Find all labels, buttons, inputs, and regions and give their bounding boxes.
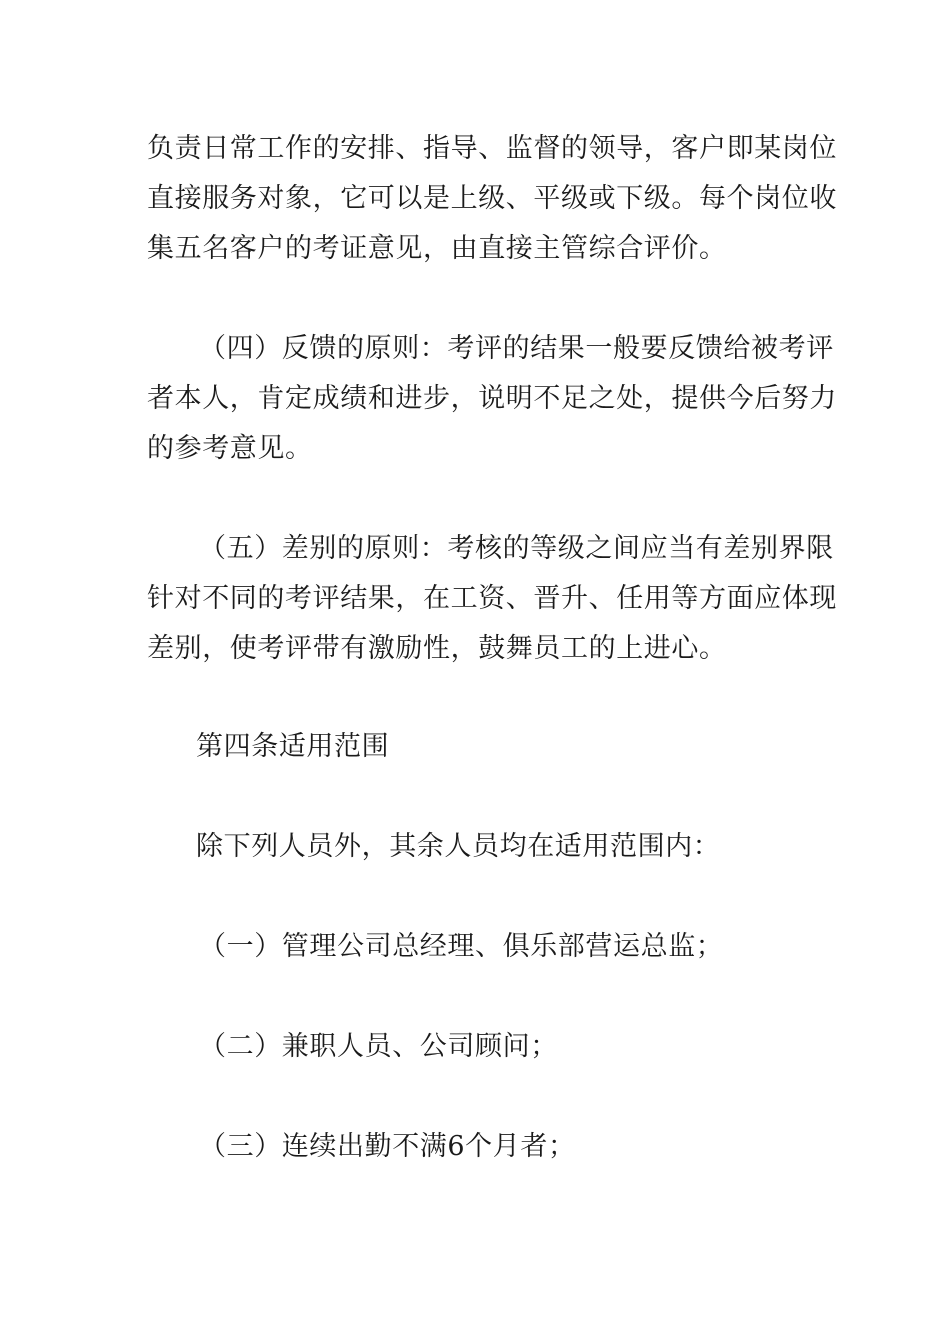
paragraph-3-line-3: 差别，使考评带有激励性，鼓舞员工的上进心。 (147, 633, 727, 664)
exclusion-item-2: （二）兼职人员、公司顾问； (199, 1031, 558, 1062)
article-heading: 第四条适用范围 (196, 731, 390, 762)
exclusion-item-3: （三）连续出勤不满6个月者； (199, 1131, 576, 1162)
paragraph-2-line-2: 者本人，肯定成绩和进步，说明不足之处，提供今后努力 (147, 383, 837, 414)
scope-intro: 除下列人员外，其余人员均在适用范围内： (196, 831, 721, 862)
paragraph-2-line-1: （四）反馈的原则：考评的结果一般要反馈给被考评 (199, 333, 834, 364)
exclusion-item-1: （一）管理公司总经理、俱乐部营运总监； (199, 931, 724, 962)
paragraph-1-line-2: 直接服务对象，它可以是上级、平级或下级。每个岗位收 (147, 183, 837, 214)
paragraph-1-line-1: 负责日常工作的安排、指导、监督的领导，客户即某岗位 (147, 133, 837, 164)
paragraph-3-line-1: （五）差别的原则：考核的等级之间应当有差别界限 (199, 533, 834, 564)
paragraph-1-line-3: 集五名客户的考证意见，由直接主管综合评价。 (147, 233, 727, 264)
paragraph-3-line-2: 针对不同的考评结果，在工资、晋升、任用等方面应体现 (147, 583, 837, 614)
paragraph-2-line-3: 的参考意见。 (147, 433, 313, 464)
